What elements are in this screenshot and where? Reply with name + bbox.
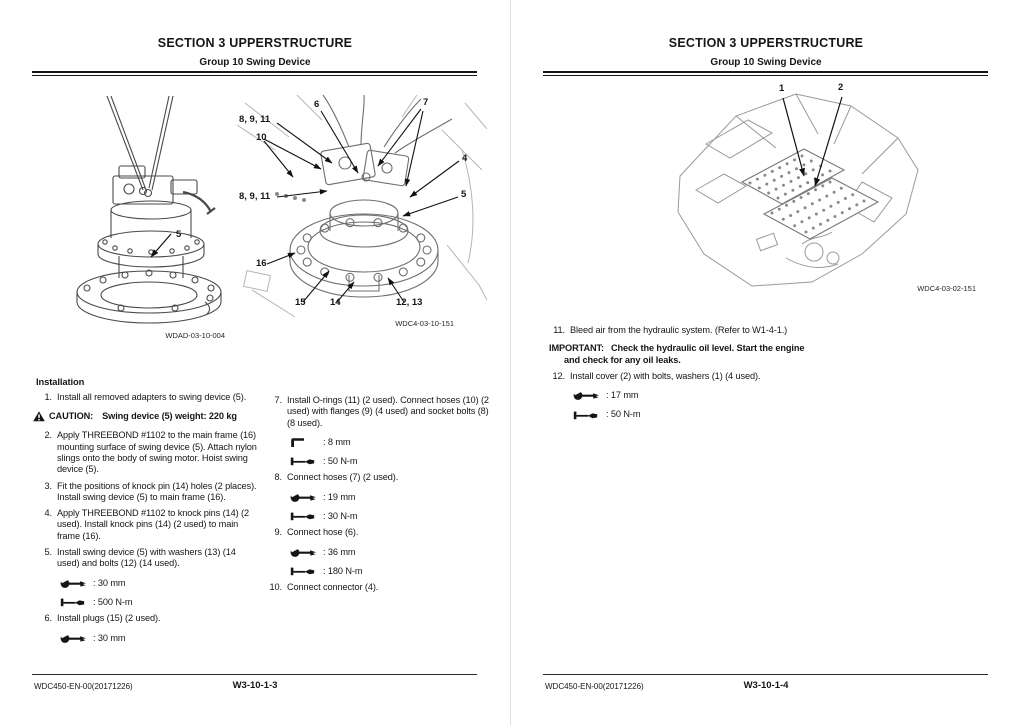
tool-spec-row xyxy=(290,511,492,522)
header-rule xyxy=(32,71,477,76)
step-item xyxy=(266,582,492,593)
spec-value: : 180 N-m xyxy=(323,565,363,576)
figure-upperstructure-cover xyxy=(666,83,936,296)
step-text: Apply THREEBOND #1102 to knock pins (14) (2 used). Install knock pins (14) (2 used) to main frame (16). xyxy=(57,508,249,541)
section-title: SECTION 3 UPPERSTRUCTURE xyxy=(668,36,864,50)
callout-label: 10 xyxy=(256,132,267,143)
header-rule xyxy=(543,71,988,76)
figure-swing-device-install xyxy=(237,95,487,325)
step-item xyxy=(36,613,258,624)
tool-spec-row xyxy=(290,456,492,467)
step-text: Connect hose (6). xyxy=(287,527,359,538)
wrench-icon xyxy=(573,390,601,401)
step-text: Install cover (2) with bolts, washers (1) (4 used). xyxy=(570,370,761,381)
step-text: Connect connector (4). xyxy=(287,582,379,593)
important-text: Check the hydraulic oil level. Start the engine and check for any oil leaks. xyxy=(564,343,805,365)
spec-value: : 30 N-m xyxy=(323,511,358,522)
group-title: Group 10 Swing Device xyxy=(199,57,311,68)
tool-spec-row xyxy=(60,633,258,644)
tool-spec-row xyxy=(573,390,807,401)
wrench-icon xyxy=(60,633,88,644)
step-number: 12. xyxy=(552,370,565,381)
group-title: Group 10 Swing Device xyxy=(710,57,822,68)
step-item xyxy=(36,508,258,542)
section-title: SECTION 3 UPPERSTRUCTURE xyxy=(157,36,353,50)
step-item xyxy=(266,472,492,483)
doc-code: WDC450-EN-00(20171226) xyxy=(545,682,644,691)
step-item xyxy=(549,325,807,336)
torque-wrench-icon xyxy=(290,511,318,522)
step-number: 7. xyxy=(274,395,282,405)
figure-caption: WDC4-03-02-151 xyxy=(917,284,976,293)
torque-wrench-icon xyxy=(573,410,601,421)
important-label: IMPORTANT: xyxy=(549,343,604,354)
tool-spec-row xyxy=(290,547,492,558)
spec-value: : 50 N-m xyxy=(606,409,641,420)
torque-wrench-icon xyxy=(60,597,88,608)
step-number: 8. xyxy=(274,472,282,483)
manual-page-right xyxy=(511,0,1020,725)
callout-label: 8, 9, 11 xyxy=(239,114,271,125)
tool-spec-row xyxy=(290,566,492,577)
spec-value: : 8 mm xyxy=(323,436,351,447)
figure-swing-device-hoist xyxy=(55,96,235,334)
torque-wrench-icon xyxy=(290,456,318,467)
step-text: Install all removed adapters to swing device (5). xyxy=(57,392,247,403)
page-code: W3-10-1-4 xyxy=(743,680,789,691)
caution-text: Swing device (5) weight: 220 kg xyxy=(102,410,237,421)
callout-label: 14 xyxy=(330,297,341,308)
step-number: 11. xyxy=(553,325,565,335)
step-text: Install O-rings (11) (2 used). Connect hoses (10) (2 used) with flanges (9) (4 used) and socket bolts (8) (8 used). xyxy=(287,395,489,428)
tool-spec-row xyxy=(60,578,258,589)
page-code: W3-10-1-3 xyxy=(232,680,278,691)
footer-rule xyxy=(543,674,988,675)
step-number: 9. xyxy=(274,527,282,538)
tool-spec-row xyxy=(573,409,807,420)
step-text: Connect hoses (7) (2 used). xyxy=(287,472,399,483)
wrench-icon xyxy=(60,578,88,589)
step-text: Install plugs (15) (2 used). xyxy=(57,613,161,624)
torque-wrench-icon xyxy=(290,566,318,577)
step-text: Bleed air from the hydraulic system. (Refer to W1-4-1.) xyxy=(570,325,788,335)
callout-label: 4 xyxy=(462,153,468,164)
step-number: 10. xyxy=(269,582,282,593)
step-number: 3. xyxy=(44,480,52,491)
figure-caption: WDAD-03-10-004 xyxy=(165,331,225,340)
step-number: 4. xyxy=(44,508,52,519)
callout-label: 15 xyxy=(295,297,306,308)
wrench-icon xyxy=(290,547,318,558)
important-note xyxy=(549,343,807,366)
step-number: 6. xyxy=(44,613,52,624)
step-item xyxy=(36,547,258,570)
step-item xyxy=(266,395,492,429)
step-number: 5. xyxy=(44,547,52,558)
step-text: Install swing device (5) with washers (13) (14 used) and bolts (12) (14 used). xyxy=(57,547,236,569)
caution-label: CAUTION: xyxy=(49,410,94,421)
step-item xyxy=(549,371,807,382)
callout-label: 5 xyxy=(176,229,182,240)
wrench-icon xyxy=(290,492,318,503)
spec-value: : 500 N-m xyxy=(93,596,133,607)
figure-caption: WDC4-03-10-151 xyxy=(395,319,454,328)
text-column-2 xyxy=(266,390,492,594)
step-number: 1. xyxy=(44,392,52,403)
callout-label: 6 xyxy=(314,99,320,110)
spec-value: : 30 mm xyxy=(93,632,126,643)
step-item xyxy=(36,392,258,403)
text-column-1 xyxy=(549,320,807,421)
step-number: 2. xyxy=(44,430,52,441)
spec-value: : 36 mm xyxy=(323,546,356,557)
hex-key-icon xyxy=(290,437,318,448)
callout-label: 5 xyxy=(461,189,467,200)
callout-label: 12, 13 xyxy=(396,297,423,308)
step-item xyxy=(266,527,492,538)
text-column-1 xyxy=(36,376,258,644)
callout-label: 2 xyxy=(838,82,844,93)
callout-label: 16 xyxy=(256,258,267,269)
caution-note xyxy=(33,411,258,426)
spec-value: : 17 mm xyxy=(606,390,639,401)
footer-rule xyxy=(32,674,477,675)
tool-spec-row xyxy=(60,597,258,608)
callout-label: 8, 9, 11 xyxy=(239,191,271,202)
callout-label: 7 xyxy=(423,97,429,108)
step-text: Apply THREEBOND #1102 to the main frame (16) mounting surface of swing device (5). Attach nylon slings onto the body of swing motor. Hoist swing device (5). xyxy=(57,430,257,475)
warning-triangle-icon xyxy=(33,411,45,425)
spec-value: : 50 N-m xyxy=(323,456,358,467)
step-item xyxy=(36,481,258,504)
column-heading: Installation xyxy=(36,376,85,387)
step-text: Fit the positions of knock pin (14) holes (2 places). Install swing device (5) to main frame (16). xyxy=(57,480,257,502)
tool-spec-row xyxy=(290,437,492,448)
spec-value: : 30 mm xyxy=(93,577,126,588)
callout-label: 1 xyxy=(779,83,785,94)
tool-spec-row xyxy=(290,492,492,503)
step-item xyxy=(36,430,258,475)
doc-code: WDC450-EN-00(20171226) xyxy=(34,682,133,691)
spec-value: : 19 mm xyxy=(323,491,356,502)
